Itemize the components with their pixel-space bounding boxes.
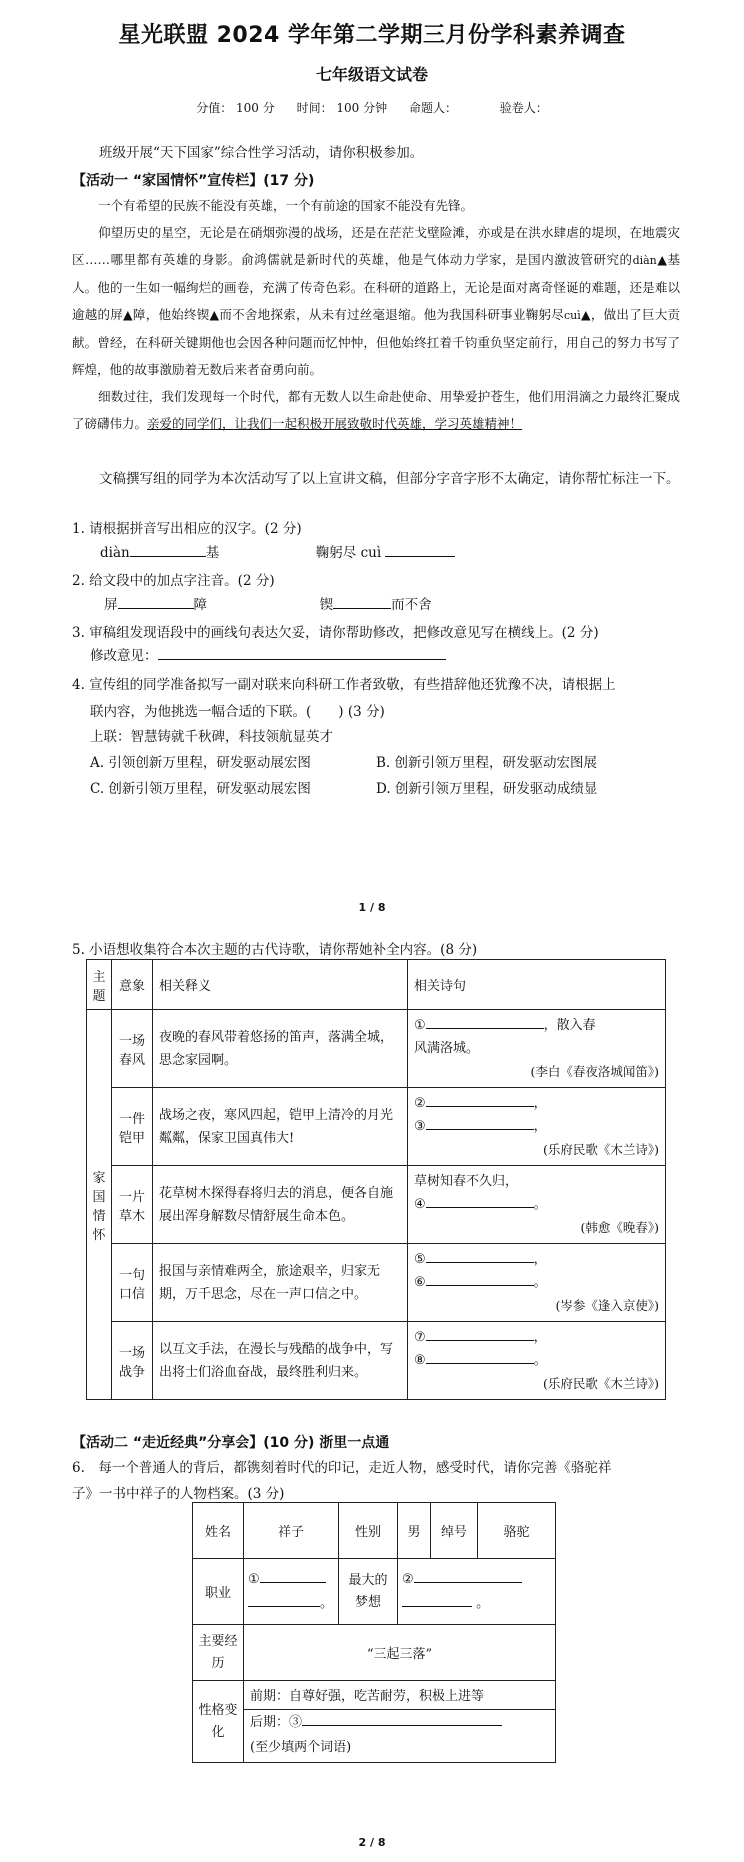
gender-label: 性别 xyxy=(339,1503,398,1559)
poem-row-1 xyxy=(87,1010,666,1088)
option-a[interactable]: A. 引领创新万里程，研发驱动展宏图 xyxy=(90,755,311,771)
setter-info: 命题人： xyxy=(408,101,457,115)
meaning-cell: 报国与亲情难两全，旅途艰辛，归家无期，万千思念，尽在一声口信之中。 xyxy=(153,1244,408,1322)
poem-row-4 xyxy=(87,1244,666,1322)
poem-table xyxy=(86,959,666,1400)
job-blank-2[interactable] xyxy=(248,1592,320,1607)
meaning-cell: 花草树木探得春将归去的消息，便各自施展出浑身解数尽情舒展生命本色。 xyxy=(153,1166,408,1244)
poem-citation: (乐府民歌《木兰诗》) xyxy=(542,1376,659,1391)
poem-row-3 xyxy=(87,1166,666,1244)
poem-blank-5[interactable] xyxy=(426,1248,534,1263)
character-answer xyxy=(244,1681,556,1763)
question-1: 1. 请根据拼音写出相应的汉字。(2 分) xyxy=(72,521,302,537)
question-6: 6. 每一个普通人的背后，都镌刻着时代的印记，走近人物，感受时代，请你完善《骆驼祥 子》一书中祥子的人物档案。(3 分) xyxy=(72,1460,612,1502)
score-info: 分值： 100 分 xyxy=(196,101,275,115)
poem-cell: 草树知春不久归， ④ 。 (韩愈《晚春》) xyxy=(408,1166,666,1244)
character-late: 后期：③ xyxy=(244,1710,555,1735)
poem-citation: (李白《春夜洛城闻笛》) xyxy=(530,1064,659,1079)
header-poem: 相关诗句 xyxy=(408,960,666,1010)
option-c[interactable]: C. 创新引领万里程，研发驱动展宏图 xyxy=(90,781,311,797)
upper-couplet: 上联：智慧铸就千秋碑，科技领航显英才 xyxy=(90,729,333,745)
exam-meta xyxy=(0,99,744,116)
passage xyxy=(72,192,680,437)
option-b[interactable]: B. 创新引领万里程，研发驱动宏图展 xyxy=(376,755,598,771)
character-blank[interactable] xyxy=(302,1711,502,1726)
meaning-cell: 夜晚的春风带着悠扬的笛声，落满全城，思念家园啊。 xyxy=(153,1010,408,1088)
activity2-title: 【活动二 “走近经典”分享会】(10 分) 浙里一点通 xyxy=(72,1435,390,1451)
job-answer: ① 。 xyxy=(244,1559,339,1625)
question-4: 4. 宣传组的同学准备拟写一副对联来向科研工作者致敬，有些措辞他还犹豫不决，请根据上 联内容，为他挑选一幅合适的下联。( ) (3 分) xyxy=(72,677,616,720)
theme-cell: 家国情怀 xyxy=(87,1010,112,1400)
poem-blank-6[interactable] xyxy=(426,1271,534,1286)
dream-blank-2[interactable] xyxy=(402,1592,472,1607)
option-row-1 xyxy=(90,751,690,771)
exam-subtitle: 七年级语文试卷 xyxy=(315,65,428,84)
intro-text: 班级开展“天下国家”综合性学习活动，请你积极参加。 xyxy=(99,145,424,161)
name-label: 姓名 xyxy=(193,1503,244,1559)
answer-blank-2a[interactable] xyxy=(118,594,194,609)
question-3-answer: 修改意见： xyxy=(90,643,698,670)
profile-table xyxy=(192,1502,556,1763)
character-early: 前期：自尊好强，吃苦耐劳，积极上进等 xyxy=(244,1684,555,1710)
profile-row-character xyxy=(193,1681,556,1763)
header-theme: 主题 xyxy=(87,960,112,1010)
answer-blank-2b[interactable] xyxy=(333,594,391,609)
revision-blank[interactable] xyxy=(158,645,446,660)
option-row-2 xyxy=(90,777,690,797)
poem-row-2 xyxy=(87,1088,666,1166)
image-cell: 一场春风 xyxy=(112,1010,153,1088)
profile-row-experience xyxy=(193,1625,556,1681)
job-label: 职业 xyxy=(193,1559,244,1625)
question-5: 5. 小语想收集符合本次主题的古代诗歌，请你帮她补全内容。(8 分) xyxy=(72,942,478,958)
poem-blank-2[interactable] xyxy=(426,1092,534,1107)
question-3: 3. 审稿组发现语段中的画线句表达欠妥，请你帮助修改，把修改意见写在横线上。(2 分) xyxy=(72,625,599,641)
exam-title: 星光联盟 2024 学年第二学期三月份学科素养调查 xyxy=(118,23,626,48)
nickname-label: 绰号 xyxy=(431,1503,478,1559)
underlined-sentence: 亲爱的同学们，让我们一起积极开展致敬时代英雄，学习英雄精神！ xyxy=(147,416,523,431)
passage-para2: 仰望历史的星空，无论是在硝烟弥漫的战场，还是在茫茫戈壁险滩，亦或是在洪水肆虐的堤坝，在地震灾区……哪里都有英雄的身影。俞鸿儒就是新时代的英雄，他是气体动力学家，是国内激波管研究的diàn▲基人。他的一生如一幅绚烂的画卷，充满了传奇色彩。在科研的道路上，无论是面对离奇怪诞的难题，还是难以逾越的屏▲障，他始终锲▲而不舍地探索，从未有过丝毫退缩。他为我国科研事业鞠躬尽cuì▲，做出了巨大贡献。曾经，在科研关键期他也会因各种问题而忆忡忡，但他始终扛着千钧重负坚定前行，用自己的努力书写了辉煌，他的故事激励着无数后来者奋勇向前。 xyxy=(72,225,680,377)
meaning-cell: 战场之夜，寒风四起，铠甲上清冷的月光粼粼，保家卫国真伟大! xyxy=(153,1088,408,1166)
profile-row-job xyxy=(193,1559,556,1625)
poem-blank-4[interactable] xyxy=(426,1193,534,1208)
experience-label: 主要经历 xyxy=(193,1625,244,1681)
passage-para3: 细数过往，我们发现每一个时代，都有无数人以生命赴使命、用挚爱护苍生，他们用涓滴之力最终汇聚成了磅礴伟力。亲爱的同学们，让我们一起积极开展致敬时代英雄，学习英雄精神！ xyxy=(72,389,680,431)
time-info: 时间： 100 分钟 xyxy=(296,101,388,115)
option-d[interactable]: D. 创新引领万里程，研发驱动成绩显 xyxy=(376,781,598,797)
job-blank[interactable] xyxy=(260,1568,326,1583)
question-2: 2. 给文段中的加点字注音。(2 分) xyxy=(72,573,275,589)
answer-blank-1b[interactable] xyxy=(385,542,455,557)
header-meaning: 相关释义 xyxy=(153,960,408,1010)
page-number-2: 2 / 8 xyxy=(358,1836,386,1849)
dream-label: 最大的梦想 xyxy=(339,1559,398,1625)
meaning-cell: 以互文手法，在漫长与残酷的战争中，写出将士们浴血奋战，最终胜利归来。 xyxy=(153,1322,408,1400)
poem-blank-7[interactable] xyxy=(426,1326,534,1341)
checker-info: 验卷人： xyxy=(499,101,548,115)
header-image: 意象 xyxy=(112,960,153,1010)
dream-blank[interactable] xyxy=(414,1568,522,1583)
question-1-blanks: diàn 基 鞠躬尽 cuì xyxy=(100,540,708,567)
experience-value: “三起三落” xyxy=(244,1625,556,1681)
poem-cell: ⑤ ， ⑥ 。 (岑参《逢入京使》) xyxy=(408,1244,666,1322)
nickname-value: 骆驼 xyxy=(478,1503,556,1559)
poem-table-header xyxy=(87,960,666,1010)
poem-blank-8[interactable] xyxy=(426,1349,534,1364)
character-label: 性格变化 xyxy=(193,1681,244,1763)
passage-para1: 一个有希望的民族不能没有英雄，一个有前途的国家不能没有先锋。 xyxy=(98,198,474,213)
profile-row-basic xyxy=(193,1503,556,1559)
name-value: 祥子 xyxy=(244,1503,339,1559)
question-2-blanks: 屏 障 锲 而不舍 xyxy=(104,592,712,619)
poem-row-5 xyxy=(87,1322,666,1400)
poem-cell: ① ，散入春 风满洛城。 (李白《春夜洛城闻笛》) xyxy=(408,1010,666,1088)
poem-cell: ② ， ③ ， (乐府民歌《木兰诗》) xyxy=(408,1088,666,1166)
image-cell: 一场战争 xyxy=(112,1322,153,1400)
activity1-title: 【活动一 “家国情怀”宣传栏】(17 分) xyxy=(72,173,315,189)
poem-blank-1[interactable] xyxy=(426,1014,544,1029)
answer-blank-1a[interactable] xyxy=(130,542,206,557)
poem-citation: (韩愈《晚春》) xyxy=(580,1220,659,1235)
image-cell: 一句口信 xyxy=(112,1244,153,1322)
instruction-text: 文稿撰写组的同学为本次活动写了以上宣讲文稿，但部分字音字形不太确定，请你帮忙标注一下。 xyxy=(99,471,680,487)
image-cell: 一片草木 xyxy=(112,1166,153,1244)
poem-citation: (岑参《逢入京使》) xyxy=(555,1298,659,1313)
character-note: (至少填两个词语) xyxy=(250,1739,352,1755)
poem-blank-3[interactable] xyxy=(426,1115,534,1130)
image-cell: 一件铠甲 xyxy=(112,1088,153,1166)
poem-citation: (乐府民歌《木兰诗》) xyxy=(542,1142,659,1157)
dream-answer: ② 。 xyxy=(398,1559,556,1625)
page-number-1: 1 / 8 xyxy=(358,901,386,914)
gender-value: 男 xyxy=(398,1503,431,1559)
poem-cell: ⑦ ， ⑧ 。 (乐府民歌《木兰诗》) xyxy=(408,1322,666,1400)
